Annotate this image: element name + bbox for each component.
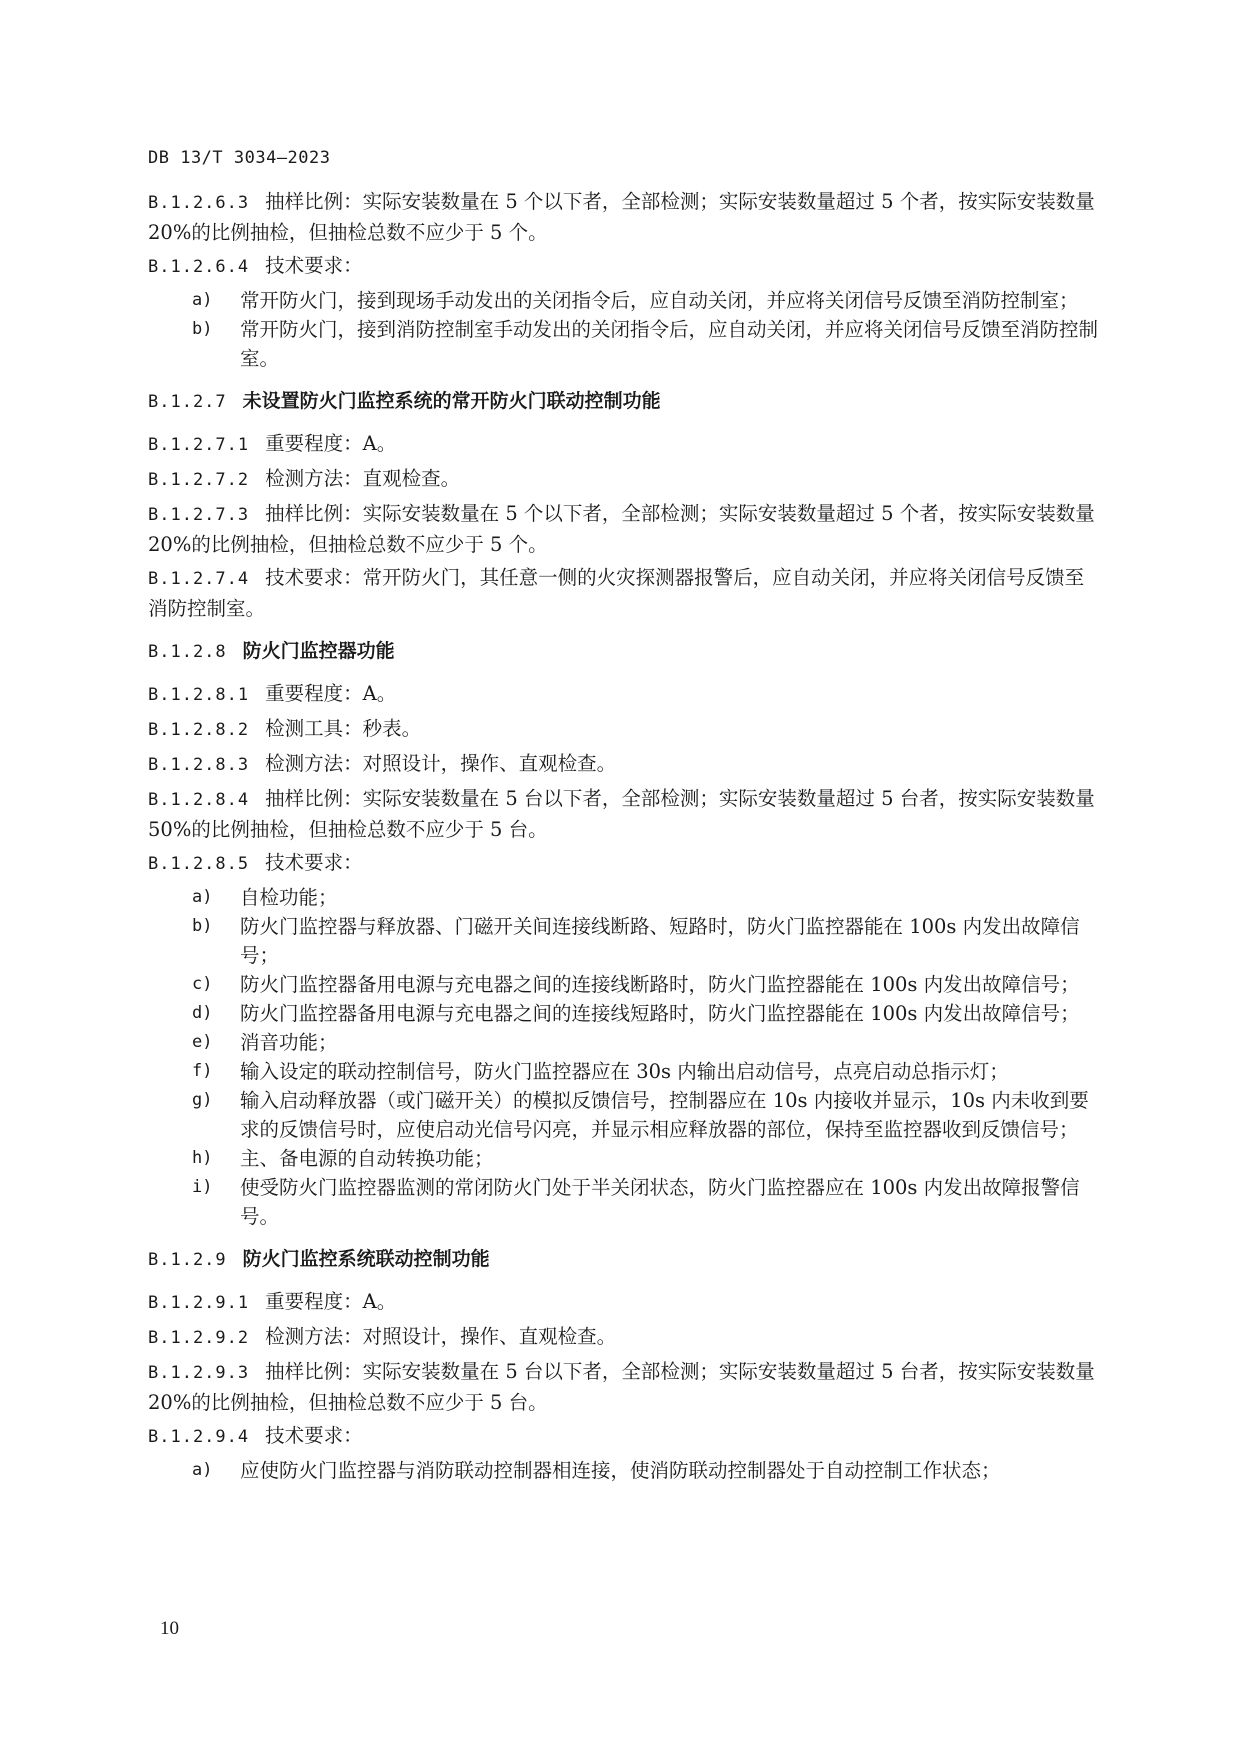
clause-number: B.1.2.7.1: [148, 435, 250, 455]
clause: [148, 429, 1098, 460]
list-item-marker: h): [192, 1148, 213, 1168]
clause-number: B.1.2.6.4: [148, 257, 250, 277]
clause-text: 重要程度：A。: [265, 682, 397, 705]
list-item: [148, 1086, 1098, 1144]
clause: [148, 848, 1098, 879]
section-title: 防火门监控系统联动控制功能: [242, 1248, 490, 1270]
list-item: [148, 970, 1098, 999]
section-title: 防火门监控器功能: [242, 640, 395, 662]
list-item: [148, 1057, 1098, 1086]
list-item-text: 自检功能；: [240, 886, 338, 909]
list-item-text: 使受防火门监控器监测的常闭防火门处于半关闭状态，防火门监控器应在 100s 内发出故障报警信号。: [240, 1176, 1080, 1228]
section-heading: [148, 1245, 1098, 1275]
clause-number: B.1.2.6.3: [148, 193, 250, 213]
list-item-marker: a): [192, 887, 213, 907]
list-item-marker: g): [192, 1090, 213, 1110]
list-item-marker: e): [192, 1032, 213, 1052]
clause-number: B.1.2.7.2: [148, 470, 250, 490]
clause-text: 检测方法：对照设计，操作、直观检查。: [265, 752, 617, 775]
clause-number: B.1.2.8.1: [148, 685, 250, 705]
clause: [148, 784, 1098, 844]
list-item-text: 输入启动释放器（或门磁开关）的模拟反馈信号，控制器应在 10s 内接收并显示，10s 内未收到要求的反馈信号时，应使启动光信号闪亮，并显示相应释放器的部位，保持至监控器收到反馈信号；: [240, 1089, 1089, 1141]
clause: [148, 499, 1098, 559]
clause-text: 技术要求：常开防火门，其任意一侧的火灾探测器报警后，应自动关闭，并应将关闭信号反馈至消防控制室。: [148, 566, 1085, 620]
clause-number: B.1.2.8.4: [148, 790, 250, 810]
item-list: [148, 883, 1098, 1231]
clause-number: B.1.2.9.2: [148, 1328, 250, 1348]
list-item-text: 防火门监控器与释放器、门磁开关间连接线断路、短路时，防火门监控器能在 100s 内发出故障信号；: [240, 915, 1080, 967]
list-item-text: 常开防火门，接到消防控制室手动发出的关闭指令后，应自动关闭，并应将关闭信号反馈至消防控制室。: [240, 318, 1099, 370]
clause-text: 检测方法：对照设计，操作、直观检查。: [265, 1325, 617, 1348]
list-item-text: 输入设定的联动控制信号，防火门监控器应在 30s 内输出启动信号，点亮启动总指示灯；: [240, 1060, 1009, 1083]
list-item-marker: b): [192, 916, 213, 936]
clause-number: B.1.2.9.3: [148, 1363, 250, 1383]
clause-text: 技术要求：: [265, 254, 363, 277]
list-item: [148, 315, 1098, 373]
list-item: [148, 286, 1098, 315]
item-list: [148, 286, 1098, 373]
clause: [148, 187, 1098, 247]
clause: [148, 679, 1098, 710]
document-body: [148, 187, 1098, 1485]
list-item-text: 消音功能；: [240, 1031, 338, 1054]
clause-text: 技术要求：: [265, 851, 363, 874]
clause: [148, 714, 1098, 745]
clause-text: 抽样比例：实际安装数量在 5 台以下者，全部检测；实际安装数量超过 5 台者，按实际安装数量 50%的比例抽检，但抽检总数不应少于 5 台。: [148, 787, 1095, 841]
list-item: [148, 1456, 1098, 1485]
clause-number: B.1.2.8.5: [148, 854, 250, 874]
list-item-marker: a): [192, 1460, 213, 1480]
clause-number: B.1.2.7.3: [148, 505, 250, 525]
list-item: [148, 1173, 1098, 1231]
document-code-header: DB 13/T 3034—2023: [148, 148, 331, 168]
clause-text: 技术要求：: [265, 1424, 363, 1447]
clause: [148, 563, 1098, 623]
clause: [148, 1421, 1098, 1452]
section-number: B.1.2.8: [148, 642, 227, 662]
section-number: B.1.2.9: [148, 1250, 227, 1270]
clause: [148, 1357, 1098, 1417]
list-item-text: 主、备电源的自动转换功能；: [240, 1147, 494, 1170]
section-title: 未设置防火门监控系统的常开防火门联动控制功能: [242, 390, 661, 412]
list-item: [148, 912, 1098, 970]
clause-text: 抽样比例：实际安装数量在 5 个以下者，全部检测；实际安装数量超过 5 个者，按实际安装数量 20%的比例抽检，但抽检总数不应少于 5 个。: [148, 190, 1095, 244]
clause-text: 检测工具：秒表。: [265, 717, 422, 740]
clause-number: B.1.2.9.1: [148, 1293, 250, 1313]
list-item-text: 防火门监控器备用电源与充电器之间的连接线断路时，防火门监控器能在 100s 内发出故障信号；: [240, 973, 1080, 996]
clause: [148, 251, 1098, 282]
clause: [148, 464, 1098, 495]
section-heading: [148, 637, 1098, 667]
list-item-text: 防火门监控器备用电源与充电器之间的连接线短路时，防火门监控器能在 100s 内发出故障信号；: [240, 1002, 1080, 1025]
list-item-text: 应使防火门监控器与消防联动控制器相连接，使消防联动控制器处于自动控制工作状态；: [240, 1459, 1001, 1482]
clause: [148, 1322, 1098, 1353]
list-item: [148, 1028, 1098, 1057]
list-item-marker: a): [192, 290, 213, 310]
list-item: [148, 883, 1098, 912]
page-number: 10: [160, 1618, 179, 1639]
list-item-marker: b): [192, 319, 213, 339]
section-number: B.1.2.7: [148, 392, 227, 412]
section-heading: [148, 387, 1098, 417]
clause-number: B.1.2.8.2: [148, 720, 250, 740]
list-item: [148, 999, 1098, 1028]
list-item-marker: f): [192, 1061, 213, 1081]
list-item-marker: d): [192, 1003, 213, 1023]
clause-number: B.1.2.8.3: [148, 755, 250, 775]
clause-number: B.1.2.7.4: [148, 569, 250, 589]
clause: [148, 749, 1098, 780]
clause-text: 抽样比例：实际安装数量在 5 台以下者，全部检测；实际安装数量超过 5 台者，按实际安装数量 20%的比例抽检，但抽检总数不应少于 5 台。: [148, 1360, 1095, 1414]
clause: [148, 1287, 1098, 1318]
list-item-text: 常开防火门，接到现场手动发出的关闭指令后，应自动关闭，并应将关闭信号反馈至消防控制室；: [240, 289, 1079, 312]
list-item-marker: c): [192, 974, 213, 994]
item-list: [148, 1456, 1098, 1485]
clause-number: B.1.2.9.4: [148, 1427, 250, 1447]
clause-text: 重要程度：A。: [265, 432, 397, 455]
clause-text: 重要程度：A。: [265, 1290, 397, 1313]
list-item-marker: i): [192, 1177, 213, 1197]
list-item: [148, 1144, 1098, 1173]
clause-text: 检测方法：直观检查。: [265, 467, 461, 490]
clause-text: 抽样比例：实际安装数量在 5 个以下者，全部检测；实际安装数量超过 5 个者，按实际安装数量 20%的比例抽检，但抽检总数不应少于 5 个。: [148, 502, 1095, 556]
